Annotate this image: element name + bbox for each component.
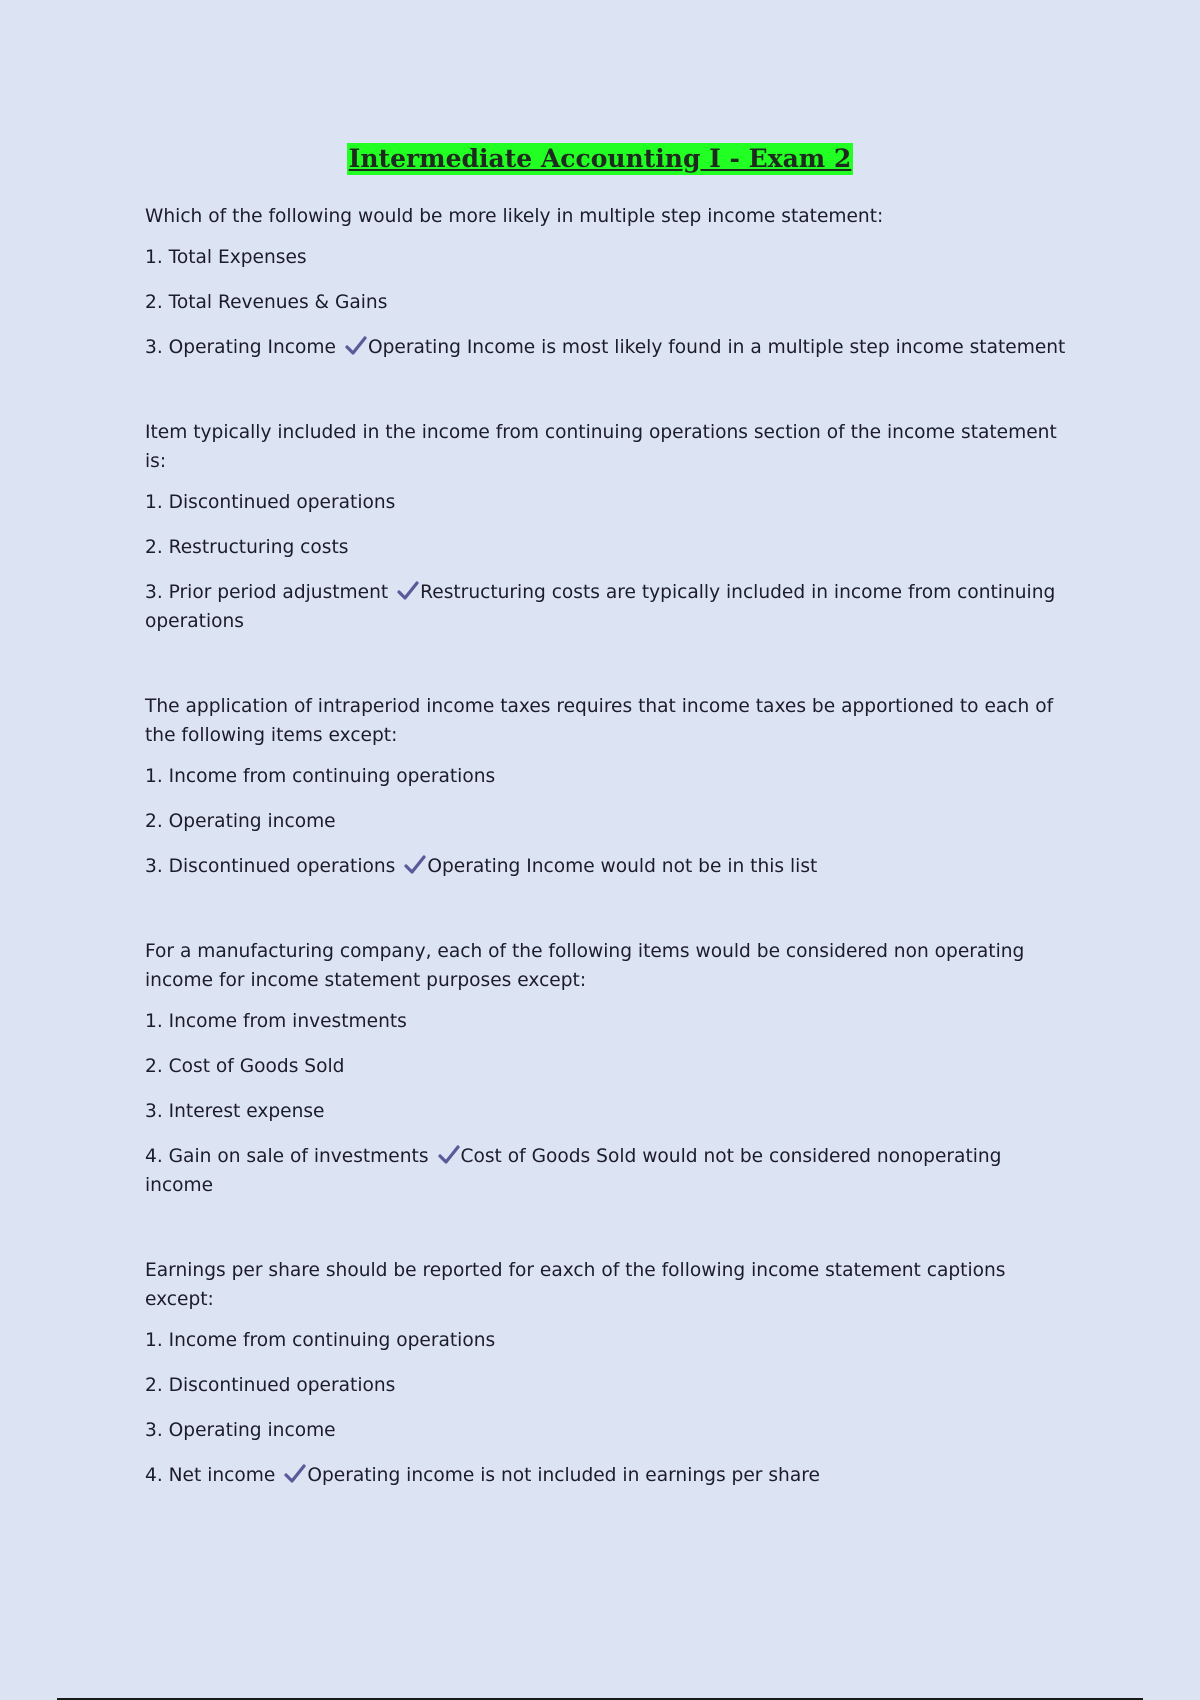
answer-option: 1. Income from continuing operations [145, 766, 496, 787]
answer-option: 3. Operating income [145, 1420, 336, 1441]
answer-option: 1. Discontinued operations [145, 492, 396, 513]
checkmark-icon [345, 336, 367, 356]
question-text: For a manufacturing company, each of the following items would be considered non operating income for income statement purposes except: [145, 941, 1025, 991]
solution-text: Operating Income is most likely found in a multiple step income statement [367, 337, 1066, 358]
answer-option: 3. Interest expense [145, 1101, 325, 1122]
question-text: Earnings per share should be reported for eaxch of the following income statement captions except: [145, 1260, 1006, 1310]
answer-option: 1. Total Expenses [145, 247, 307, 268]
question-block [145, 937, 1075, 1200]
document-title: Intermediate Accounting I - Exam 2 [348, 144, 852, 173]
question-block [145, 692, 1075, 881]
solution-text: Cost of Goods Sold would not be considered nonoperating income [145, 1146, 1002, 1196]
answer-option: 1. Income from continuing operations [145, 1330, 496, 1351]
question-text: Which of the following would be more likely in multiple step income statement: [145, 206, 884, 227]
answer-option: 2. Operating income [145, 811, 336, 832]
question-block [145, 418, 1075, 636]
answer-option-label: 4. Gain on sale of investments [145, 1146, 429, 1167]
question-text: The application of intraperiod income taxes requires that income taxes be apportioned to each of the following items except: [145, 696, 1054, 746]
question-text: Item typically included in the income from continuing operations section of the income statement is: [145, 422, 1057, 472]
checkmark-icon [284, 1464, 306, 1484]
checkmark-icon [397, 581, 419, 601]
title-container [0, 143, 1200, 175]
answer-option-with-solution [145, 578, 1075, 636]
answer-option-with-solution [145, 1142, 1075, 1200]
solution-text: Operating income is not included in earnings per share [307, 1465, 820, 1486]
answer-option-label: 4. Net income [145, 1465, 276, 1486]
answer-option-with-solution [145, 333, 1075, 362]
answer-option: 1. Income from investments [145, 1011, 407, 1032]
answer-option-label: 3. Operating Income [145, 337, 336, 358]
document-body [145, 202, 1075, 1546]
answer-option-label: 3. Discontinued operations [145, 856, 396, 877]
answer-option-with-solution [145, 1461, 1075, 1490]
answer-option-with-solution [145, 852, 1075, 881]
answer-option-label: 3. Prior period adjustment [145, 582, 389, 603]
answer-option: 2. Cost of Goods Sold [145, 1056, 345, 1077]
solution-text: Restructuring costs are typically included in income from continuing operations [145, 582, 1056, 632]
answer-option: 2. Discontinued operations [145, 1375, 396, 1396]
checkmark-icon [438, 1145, 460, 1165]
answer-option: 2. Total Revenues & Gains [145, 292, 388, 313]
question-block [145, 202, 1075, 362]
answer-option: 2. Restructuring costs [145, 537, 349, 558]
question-block [145, 1256, 1075, 1490]
solution-text: Operating Income would not be in this list [427, 856, 818, 877]
checkmark-icon [404, 855, 426, 875]
